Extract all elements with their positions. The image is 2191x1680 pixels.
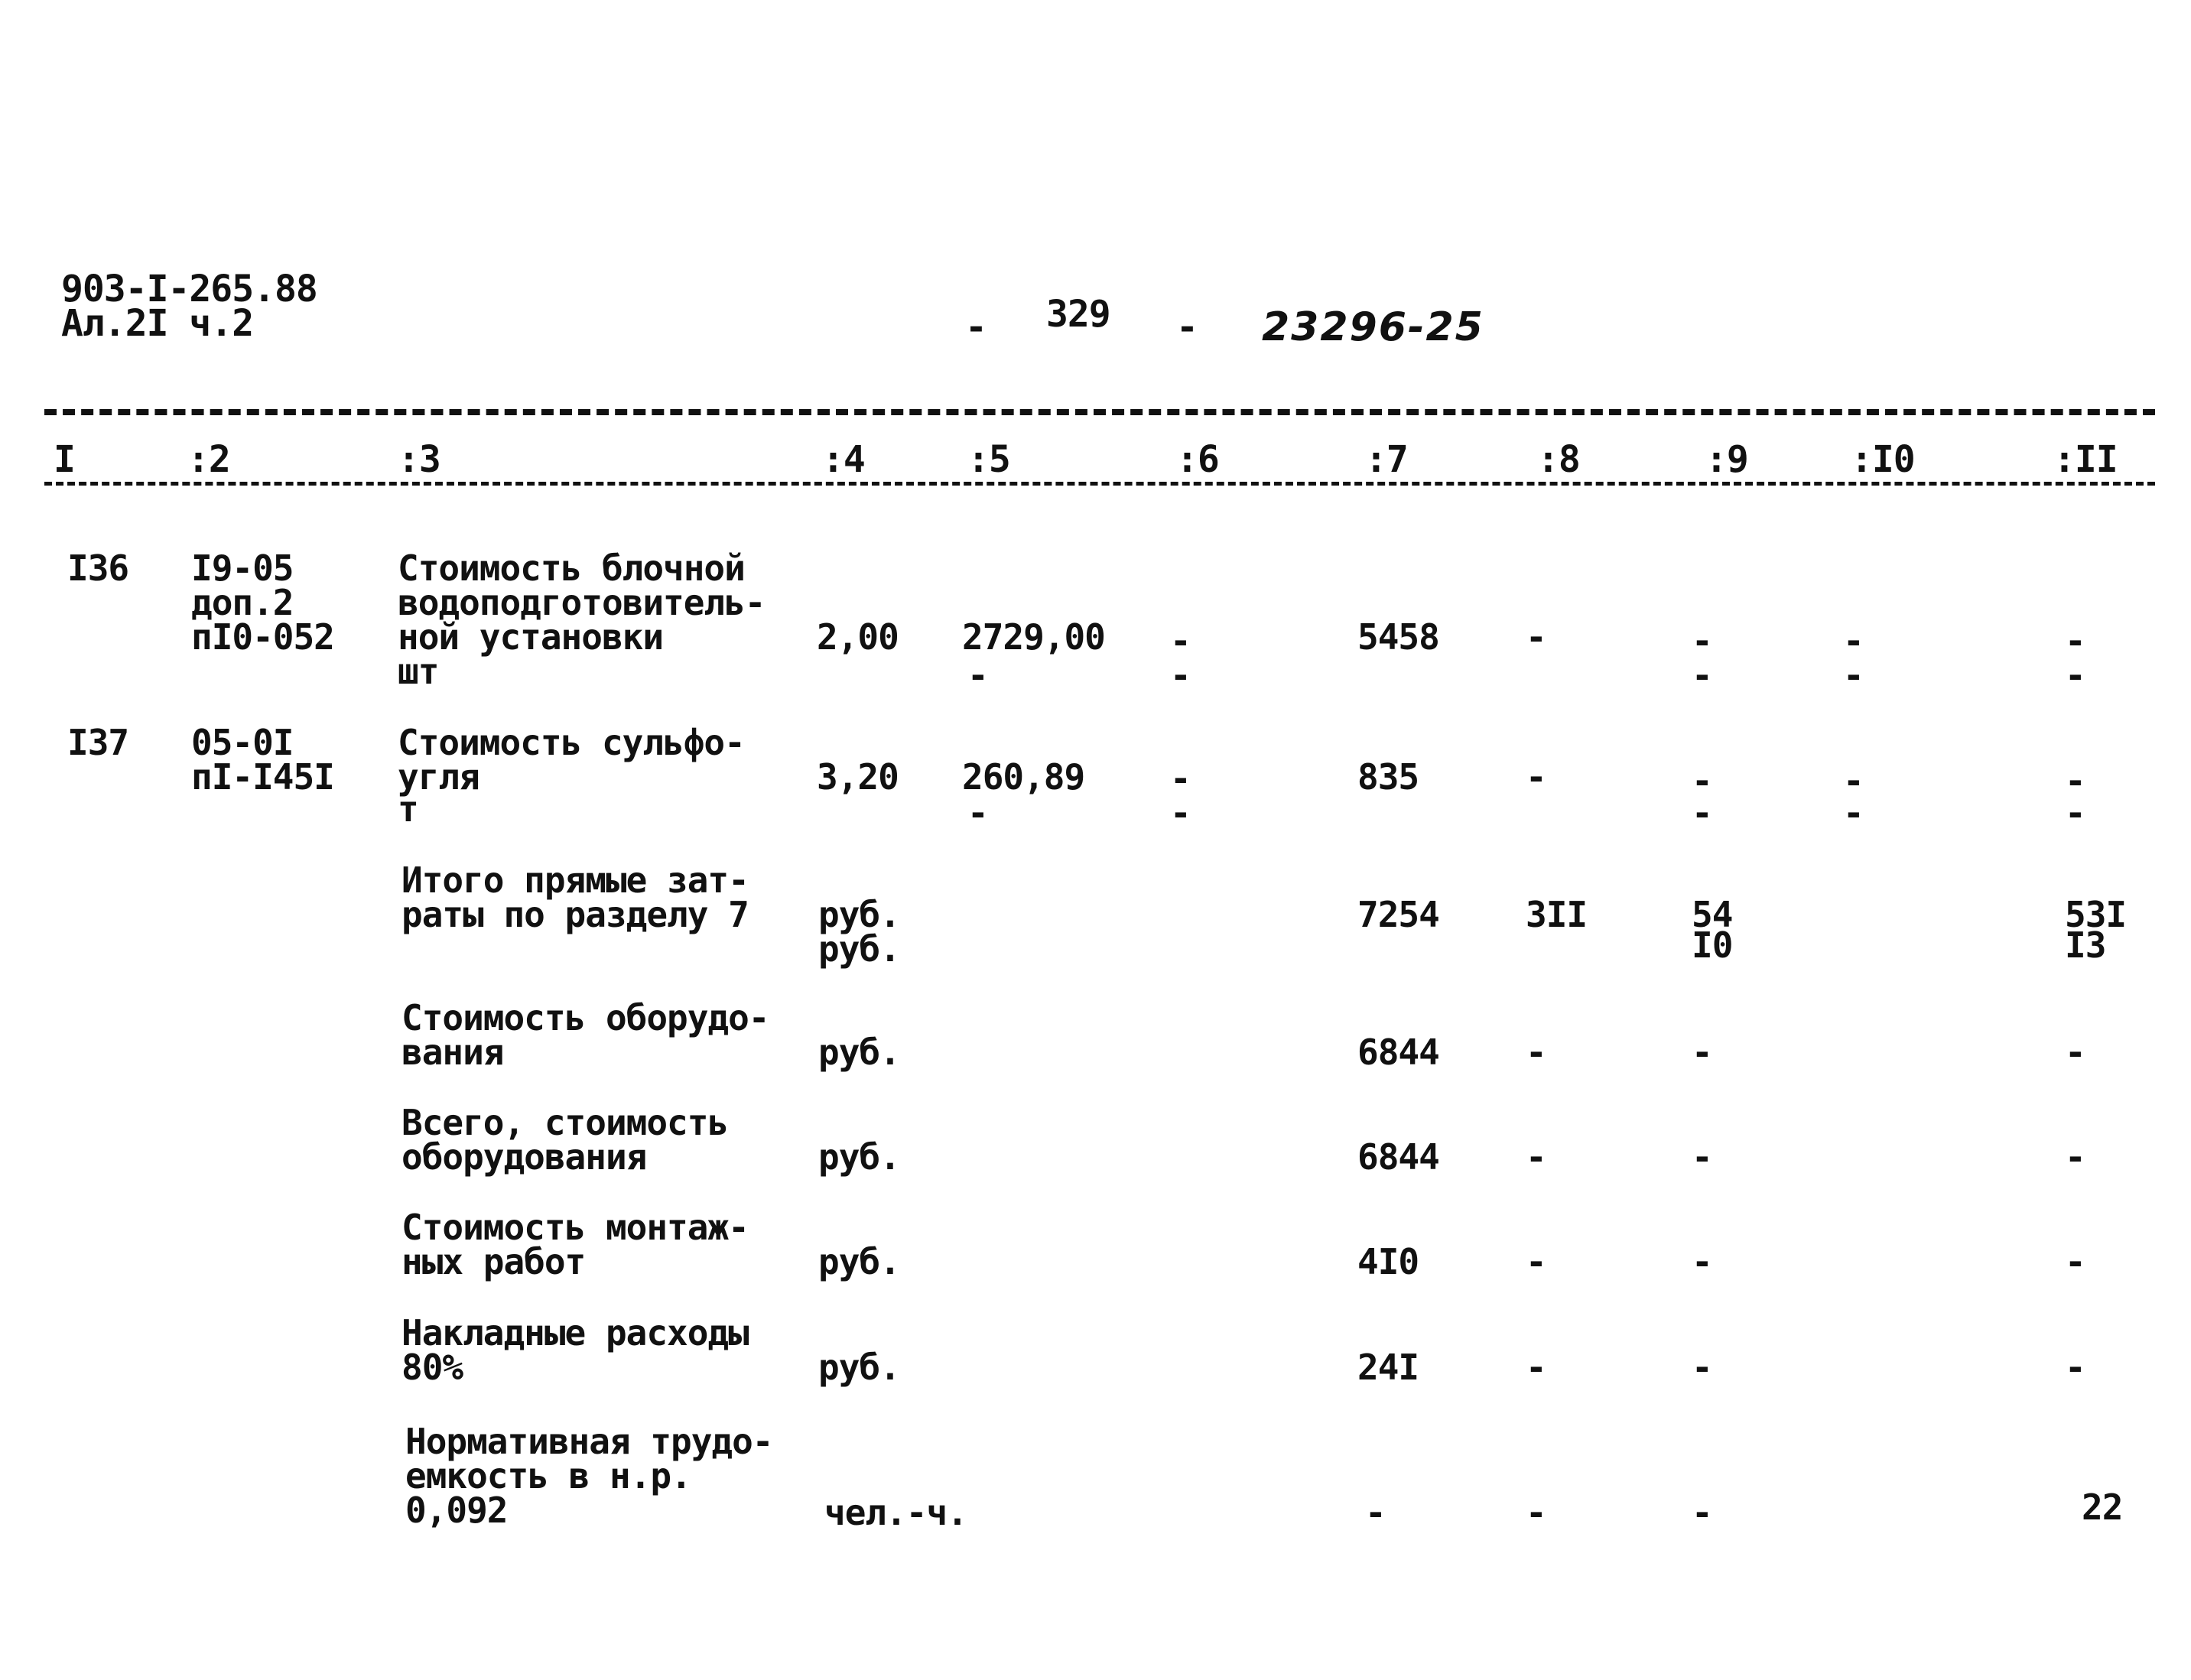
summary-name-line: Итого прямые зат- [401, 859, 749, 901]
row-col11: - [2065, 620, 2085, 661]
row-col6-sub: - [1170, 655, 1191, 696]
summary-unit: руб. [818, 894, 900, 935]
row-col7: 835 [1357, 756, 1419, 798]
summary-col7: 24I [1357, 1347, 1419, 1388]
summary-col9: - [1692, 1492, 1712, 1533]
summary-unit: руб. [818, 928, 900, 970]
row-name-line: ной установки [398, 616, 664, 658]
row-col10-sub: - [1843, 655, 1864, 696]
row-unit: т [398, 788, 418, 830]
summary-col11: 53I [2065, 894, 2127, 935]
summary-col9: - [1692, 1347, 1712, 1388]
summary-name-line: Накладные расходы [401, 1312, 749, 1353]
summary-col11-sub: I3 [2065, 924, 2106, 966]
header-rule-bottom [44, 482, 2155, 486]
row-quantity: 2,00 [817, 616, 899, 658]
col-label-6: :6 [1176, 438, 1219, 481]
summary-name-line: 0,092 [405, 1490, 508, 1531]
row-price-sub: - [967, 792, 988, 834]
row-col9-sub: - [1692, 792, 1712, 834]
summary-name-line: Всего, стоимость [401, 1102, 729, 1143]
summary-col11: - [2065, 1347, 2085, 1388]
row-col9-sub: - [1692, 655, 1712, 696]
page-dash-left: - [965, 306, 987, 349]
row-col11-sub: - [2065, 655, 2085, 696]
row-name-line: угля [398, 756, 479, 798]
summary-col11: - [2065, 1136, 2085, 1178]
col-label-4: :4 [822, 438, 865, 481]
summary-col7: 6844 [1357, 1032, 1439, 1073]
summary-name-line: ных работ [401, 1241, 586, 1282]
summary-col9: - [1692, 1136, 1712, 1178]
row-price: 260,89 [962, 756, 1085, 798]
row-col9: - [1692, 620, 1712, 661]
summary-col11: - [2065, 1241, 2085, 1282]
row-number: I36 [67, 548, 129, 589]
row-col11-sub: - [2065, 792, 2085, 834]
summary-col9: - [1692, 1241, 1712, 1282]
summary-col7: 4I0 [1357, 1241, 1419, 1282]
page-dash-right: - [1176, 306, 1198, 349]
row-code-line: доп.2 [191, 582, 294, 623]
summary-col7: 7254 [1357, 894, 1439, 935]
header-rule-top [44, 409, 2155, 415]
summary-name-line: Стоимость монтаж- [401, 1207, 749, 1248]
summary-col11: - [2065, 1032, 2085, 1073]
row-name-line: Стоимость блочной [398, 548, 745, 589]
summary-unit: руб. [818, 1136, 900, 1178]
row-col10: - [1843, 620, 1864, 661]
summary-col7: - [1365, 1492, 1386, 1533]
col-label-2: :2 [187, 438, 230, 481]
row-col7: 5458 [1357, 616, 1439, 658]
row-col6-sub: - [1170, 792, 1191, 834]
summary-col7: 6844 [1357, 1136, 1439, 1178]
row-col10-sub: - [1843, 792, 1864, 834]
summary-col8: - [1526, 1241, 1546, 1282]
row-col11: - [2065, 760, 2085, 801]
summary-unit: руб. [818, 1347, 900, 1388]
col-label-8: :8 [1537, 438, 1580, 481]
col-label-5: :5 [967, 438, 1010, 481]
row-code-line: пI0-052 [191, 616, 334, 658]
summary-name-line: Стоимость оборудо- [401, 997, 769, 1038]
summary-name-line: 80% [401, 1347, 463, 1388]
summary-name-line: Нормативная трудо- [405, 1421, 773, 1462]
summary-col8: - [1526, 1032, 1546, 1073]
summary-col8: - [1526, 1492, 1546, 1533]
row-col9: - [1692, 760, 1712, 801]
handwritten-code: 23296-25 [1262, 304, 1484, 350]
row-code-line: 05-0I [191, 722, 294, 763]
row-name-line: Стоимость сульфо- [398, 722, 745, 763]
row-col8: - [1526, 756, 1546, 798]
row-unit: шт [398, 651, 439, 692]
col-label-3: :3 [398, 438, 440, 481]
summary-col8: - [1526, 1347, 1546, 1388]
summary-col9: 54 [1692, 894, 1733, 935]
row-col8: - [1526, 616, 1546, 658]
col-label-9: :9 [1705, 438, 1748, 481]
summary-name-line: емкость в н.р. [405, 1455, 691, 1496]
col-label-11: :II [2053, 438, 2118, 481]
summary-unit: руб. [818, 1032, 900, 1073]
row-col6: - [1170, 620, 1191, 661]
row-code-line: I9-05 [191, 548, 294, 589]
row-col10: - [1843, 760, 1864, 801]
row-quantity: 3,20 [817, 756, 899, 798]
album-part: Ал.2I ч.2 [61, 302, 254, 345]
document-code: 903-I-265.88 [61, 268, 317, 310]
col-label-7: :7 [1365, 438, 1408, 481]
page-number: 329 [1046, 293, 1110, 336]
row-price: 2729,00 [962, 616, 1105, 658]
summary-col9: - [1692, 1032, 1712, 1073]
col-label-1: I [54, 438, 75, 481]
row-name-line: водоподготовитель- [398, 582, 766, 623]
row-price-sub: - [967, 655, 988, 696]
summary-unit: руб. [818, 1241, 900, 1282]
summary-name-line: оборудования [401, 1136, 647, 1178]
row-code-line: пI-I45I [191, 756, 334, 798]
summary-name-line: вания [401, 1032, 504, 1073]
summary-col11: 22 [2082, 1487, 2123, 1528]
summary-name-line: раты по разделу 7 [401, 894, 749, 935]
row-number: I37 [67, 722, 129, 763]
summary-col8: - [1526, 1136, 1546, 1178]
summary-col9-sub: I0 [1692, 924, 1733, 966]
row-col6: - [1170, 758, 1191, 799]
summary-col8: 3II [1526, 894, 1588, 935]
summary-unit: чел.-ч. [824, 1492, 967, 1533]
col-label-10: :I0 [1851, 438, 1915, 481]
